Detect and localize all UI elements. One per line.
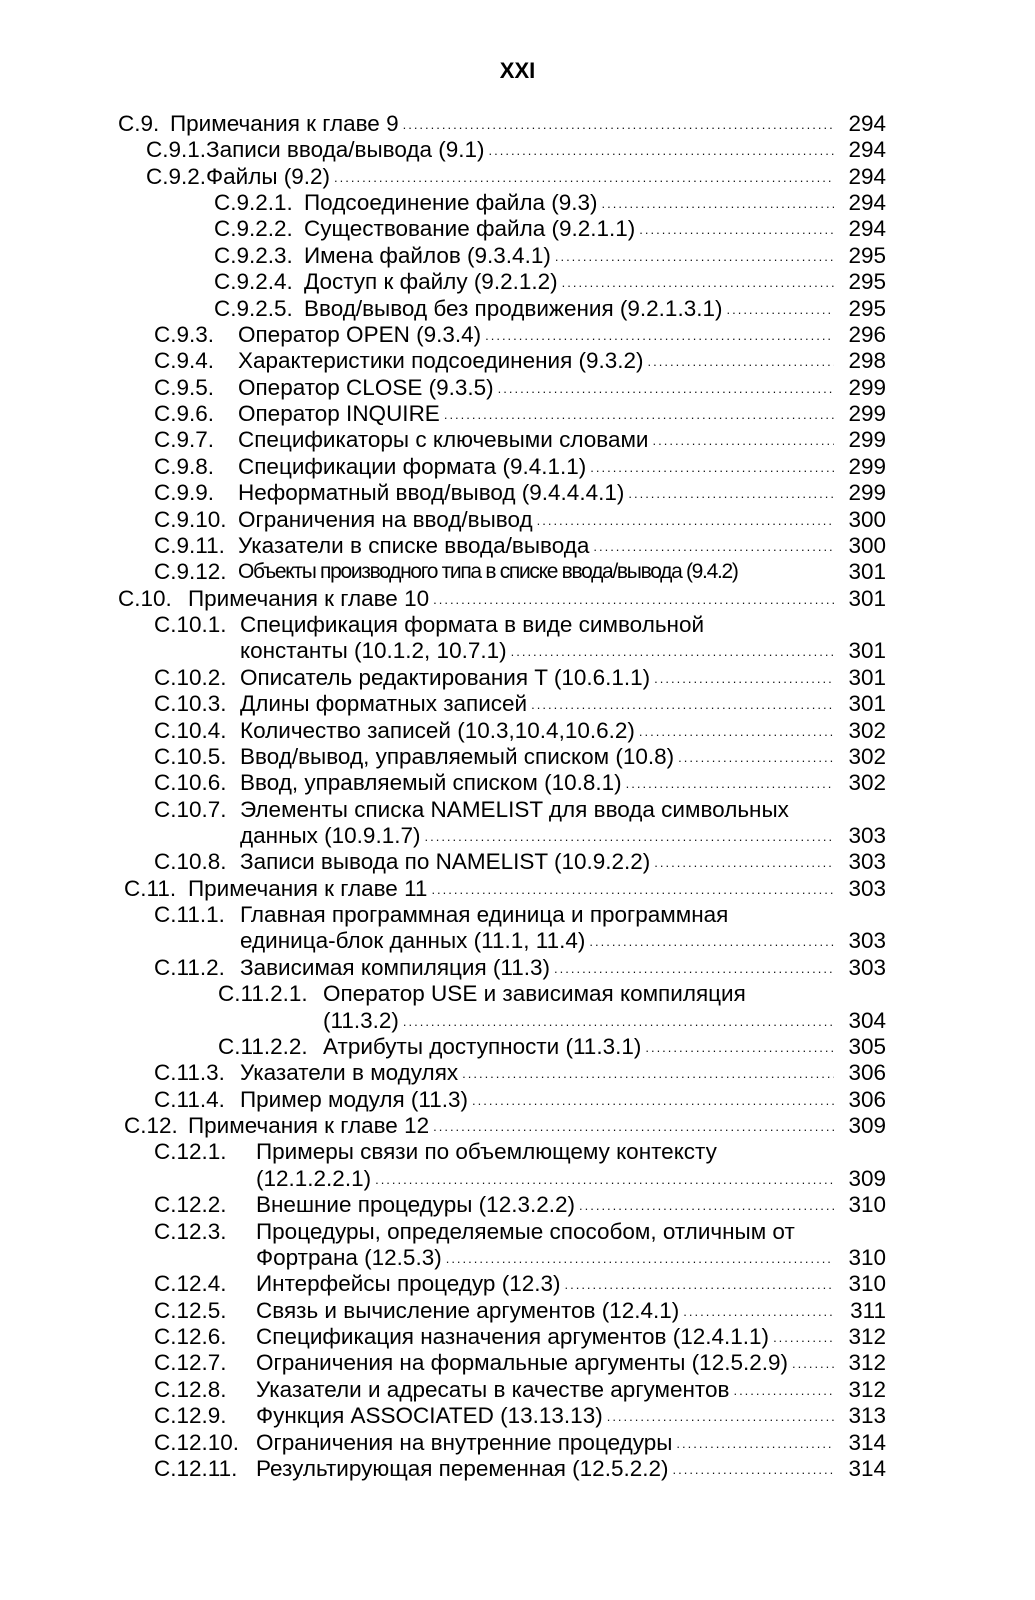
toc-entry-page: 310 bbox=[848, 1271, 886, 1297]
toc-entry-number: C.9.2.5. bbox=[214, 295, 293, 321]
dot-leader bbox=[498, 380, 834, 398]
toc-entry-title: Ввод/вывод без продвижения (9.2.1.3.1) bbox=[304, 295, 723, 321]
toc-entry-number: C.10.7. bbox=[154, 796, 227, 822]
toc-entry-title: Оператор INQUIRE bbox=[238, 401, 440, 427]
dot-leader bbox=[639, 221, 834, 239]
toc-entry-number: C.12.1. bbox=[154, 1139, 227, 1165]
toc-entry-title: Интерфейсы процедур (12.3) bbox=[256, 1271, 561, 1297]
toc-entry-title: Примеры связи по объемлющему контексту bbox=[256, 1139, 717, 1165]
toc-entry-page: 294 bbox=[848, 190, 886, 216]
toc-entry bbox=[214, 269, 886, 295]
dot-leader bbox=[628, 485, 834, 503]
toc-entry bbox=[154, 1350, 886, 1376]
toc-entry-page: 300 bbox=[848, 532, 886, 558]
dot-leader bbox=[678, 749, 834, 767]
toc-entry-number: C.9.2.3. bbox=[214, 242, 293, 268]
toc-entry-title: единица-блок данных (11.1, 11.4) bbox=[240, 928, 586, 954]
toc-entry-page: 295 bbox=[848, 295, 886, 321]
dot-leader bbox=[648, 353, 834, 371]
toc-entry bbox=[154, 480, 886, 506]
toc-entry-number: C.9.8. bbox=[154, 453, 215, 479]
toc-entry bbox=[154, 1271, 886, 1297]
dot-leader bbox=[472, 1092, 834, 1110]
toc-entry bbox=[146, 164, 886, 190]
toc-entry-title: Файлы (9.2) bbox=[206, 163, 331, 189]
toc-entry-title: Ограничения на внутренние процедуры bbox=[256, 1429, 673, 1455]
toc-entry-number: C.12.4. bbox=[154, 1271, 227, 1297]
toc-entry bbox=[154, 1430, 886, 1456]
toc-entry bbox=[154, 955, 886, 981]
dot-leader bbox=[446, 1250, 834, 1268]
toc-entry-page: 310 bbox=[848, 1192, 886, 1218]
toc-entry bbox=[154, 427, 886, 453]
toc-entry-title: Характеристики подсоединения (9.3.2) bbox=[238, 348, 644, 374]
toc-entry-number: C.9.6. bbox=[154, 401, 215, 427]
toc-entry bbox=[214, 243, 886, 269]
toc-entry-number: C.10.6. bbox=[154, 770, 227, 796]
toc-entry bbox=[118, 586, 886, 612]
toc-entry-page: 303 bbox=[848, 954, 886, 980]
toc-entry-title: Спецификаторы с ключевыми словами bbox=[238, 427, 649, 453]
toc-entry-page: 301 bbox=[848, 691, 886, 717]
toc-entry-page: 299 bbox=[848, 480, 886, 506]
toc-entry-title: данных (10.9.1.7) bbox=[240, 822, 421, 848]
toc-entry-title: Указатели и адресаты в качестве аргументов bbox=[256, 1376, 730, 1402]
toc-entry bbox=[214, 296, 886, 322]
toc-entry-title: Результирующая переменная (12.5.2.2) bbox=[256, 1455, 669, 1481]
dot-leader bbox=[602, 195, 835, 213]
toc-entry-title: Оператор OPEN (9.3.4) bbox=[238, 321, 482, 347]
toc-entry-page: 304 bbox=[848, 1007, 886, 1033]
toc-entry-number: C.10.5. bbox=[154, 743, 227, 769]
toc-entry bbox=[154, 322, 886, 348]
dot-leader bbox=[792, 1355, 834, 1373]
toc-entry-number: C.10.2. bbox=[154, 664, 227, 690]
dot-leader bbox=[589, 933, 834, 951]
toc-entry-number: C.9.9. bbox=[154, 480, 215, 506]
toc-entry-number: C.9.2.1. bbox=[214, 190, 293, 216]
toc-entry-page: 298 bbox=[848, 348, 886, 374]
toc-entry bbox=[218, 981, 886, 1007]
dot-leader bbox=[511, 643, 834, 661]
toc-entry-number: C.12.11. bbox=[154, 1455, 238, 1481]
toc-entry-title: Ввод/вывод, управляемый списком (10.8) bbox=[240, 743, 675, 769]
dot-leader bbox=[433, 1118, 834, 1136]
toc-entry-title: (11.3.2) bbox=[323, 1007, 399, 1033]
toc-entry-title: Ввод, управляемый списком (10.8.1) bbox=[240, 770, 622, 796]
dot-leader bbox=[593, 538, 834, 556]
toc-entry-page: 312 bbox=[848, 1376, 886, 1402]
toc-entry-title: Спецификация формата в виде символьной bbox=[240, 612, 705, 638]
dot-leader bbox=[462, 1065, 834, 1083]
toc-entry-page: 309 bbox=[848, 1113, 886, 1139]
toc-entry-page: 303 bbox=[848, 875, 886, 901]
toc-entry-page: 301 bbox=[848, 664, 886, 690]
toc-entry bbox=[154, 612, 886, 638]
toc-entry bbox=[214, 190, 886, 216]
dot-leader bbox=[555, 248, 834, 266]
toc-entry-number: C.11. bbox=[124, 875, 177, 901]
toc-entry-page: 314 bbox=[848, 1455, 886, 1481]
toc-entry-page: 295 bbox=[848, 269, 886, 295]
toc-entry bbox=[154, 691, 886, 717]
toc-entry bbox=[154, 797, 886, 823]
toc-entry bbox=[154, 849, 886, 875]
toc-entry-number: C.12.7. bbox=[154, 1350, 227, 1376]
toc-entry-page: 302 bbox=[848, 717, 886, 743]
toc-entry bbox=[124, 876, 886, 902]
toc-entry-title: Главная программная единица и программная bbox=[240, 902, 729, 928]
toc-entry-page: 303 bbox=[848, 849, 886, 875]
toc-entry-page: 310 bbox=[848, 1244, 886, 1270]
toc-entry-number: C.12.9. bbox=[154, 1403, 227, 1429]
toc-entry-number: C.12.8. bbox=[154, 1376, 227, 1402]
toc-entry-number: C.12.2. bbox=[154, 1192, 227, 1218]
toc-entry-number: C.9.5. bbox=[154, 374, 215, 400]
toc-entry bbox=[154, 1324, 886, 1350]
toc-entry-title: Длины форматных записей bbox=[240, 691, 528, 717]
toc-entry-title: Элементы списка NAMELIST для ввода символьных bbox=[240, 796, 789, 822]
toc-entry-number: C.9.4. bbox=[154, 348, 215, 374]
toc-entry-number: C.12.3. bbox=[154, 1218, 227, 1244]
dot-leader bbox=[626, 775, 834, 793]
toc-entry-number: C.9.10. bbox=[154, 506, 227, 532]
dot-leader bbox=[433, 591, 834, 609]
toc-entry-number: C.12.6. bbox=[154, 1324, 227, 1350]
dot-leader bbox=[773, 1329, 834, 1347]
toc-entry-number: C.9.3. bbox=[154, 321, 215, 347]
dot-leader bbox=[639, 723, 834, 741]
toc-entry-title: Атрибуты доступности (11.3.1) bbox=[323, 1033, 642, 1059]
dot-leader bbox=[564, 1276, 834, 1294]
toc-entry bbox=[154, 1219, 886, 1245]
toc-entry-page: 294 bbox=[848, 111, 886, 136]
toc-entry bbox=[154, 744, 886, 770]
toc-entry-title: Указатели в списке ввода/вывода bbox=[238, 532, 590, 558]
toc-entry-page: 306 bbox=[848, 1086, 886, 1112]
toc-entry-number: C.12.10. bbox=[154, 1429, 240, 1455]
toc-entry-title: (12.1.2.2.1) bbox=[256, 1165, 372, 1191]
dot-leader bbox=[607, 1408, 834, 1426]
toc-entry bbox=[154, 348, 886, 374]
dot-leader bbox=[683, 1303, 834, 1321]
toc-entry bbox=[214, 216, 886, 242]
toc-entry-title: Имена файлов (9.3.4.1) bbox=[304, 242, 551, 268]
dot-leader bbox=[672, 1461, 834, 1479]
toc-entry-page: 303 bbox=[848, 822, 886, 848]
toc-entry-title: Указатели в модулях bbox=[240, 1060, 459, 1086]
toc-entry-number: C.9.11. bbox=[154, 532, 225, 558]
toc-entry bbox=[124, 1113, 886, 1139]
dot-leader bbox=[375, 1171, 834, 1189]
toc-entry bbox=[154, 1060, 886, 1086]
toc-entry bbox=[154, 1403, 886, 1429]
dot-leader bbox=[334, 169, 834, 187]
toc-entry bbox=[154, 375, 886, 401]
toc-entry-title: Оператор USE и зависимая компиляция bbox=[323, 981, 746, 1007]
toc-entry-title: Оператор CLOSE (9.3.5) bbox=[238, 374, 494, 400]
toc-entry-page: 294 bbox=[848, 216, 886, 242]
toc-entry-title: Неформатный ввод/вывод (9.4.4.4.1) bbox=[238, 480, 625, 506]
toc-entry-page: 299 bbox=[848, 374, 886, 400]
dot-leader bbox=[531, 696, 834, 714]
toc-entry bbox=[154, 1087, 886, 1113]
toc-entry-title: Пример модуля (11.3) bbox=[240, 1086, 469, 1112]
dot-leader bbox=[537, 512, 834, 530]
dot-leader bbox=[562, 274, 834, 292]
toc-entry-number: C.9.2. bbox=[146, 163, 207, 189]
toc-entry bbox=[154, 454, 886, 480]
dot-leader bbox=[444, 406, 834, 424]
toc-entry-number: C.11.1. bbox=[154, 902, 225, 928]
toc-entry bbox=[154, 1456, 886, 1482]
dot-leader bbox=[403, 116, 834, 134]
dot-leader bbox=[645, 1039, 834, 1057]
dot-leader bbox=[424, 828, 834, 846]
dot-leader bbox=[554, 960, 834, 978]
toc-entry-number: C.11.2.2. bbox=[218, 1033, 308, 1059]
toc-entry-title: Процедуры, определяемые способом, отличным от bbox=[256, 1218, 795, 1244]
toc-entry-number: C.11.4. bbox=[154, 1086, 225, 1112]
toc-entry-number: C.11.3. bbox=[154, 1060, 225, 1086]
toc-entry-page: 302 bbox=[848, 770, 886, 796]
toc-entry bbox=[154, 1139, 886, 1165]
toc-entry-page: 301 bbox=[848, 559, 886, 585]
toc-entry-number: C.9.12. bbox=[154, 559, 227, 585]
dot-leader bbox=[733, 1382, 834, 1400]
dot-leader bbox=[726, 301, 834, 319]
toc-entry-title: Ограничения на формальные аргументы (12.5.2.9) bbox=[256, 1350, 788, 1376]
toc-entry bbox=[154, 1192, 886, 1218]
toc-entry-page: 305 bbox=[848, 1033, 886, 1059]
toc-entry-page: 313 bbox=[848, 1403, 886, 1429]
dot-leader bbox=[431, 881, 834, 899]
toc-entry bbox=[256, 1245, 886, 1271]
toc-entry-number: C.10.4. bbox=[154, 717, 227, 743]
toc-entry bbox=[146, 137, 886, 163]
toc-entry-page: 301 bbox=[848, 638, 886, 664]
toc-entry bbox=[218, 1034, 886, 1060]
toc-entry-number: C.9.2.4. bbox=[214, 269, 293, 295]
toc-entry-page: 296 bbox=[848, 321, 886, 347]
toc-entry-number: C.11.2. bbox=[154, 954, 225, 980]
toc-entry-title: Спецификации формата (9.4.1.1) bbox=[238, 453, 587, 479]
toc-entry-page: 299 bbox=[848, 427, 886, 453]
toc-entry-page: 303 bbox=[848, 928, 886, 954]
toc-entry-page: 312 bbox=[848, 1324, 886, 1350]
toc-entry-title: Существование файла (9.2.1.1) bbox=[304, 216, 636, 242]
toc-entry-title: Ограничения на ввод/вывод bbox=[238, 506, 533, 532]
toc-entry bbox=[240, 638, 886, 664]
toc-entry bbox=[154, 533, 886, 559]
toc-entry-page: 299 bbox=[848, 401, 886, 427]
dot-leader bbox=[485, 327, 834, 345]
toc-entry-number: C.11.2.1. bbox=[218, 981, 308, 1007]
toc-entry bbox=[240, 928, 886, 954]
dot-leader bbox=[654, 670, 834, 688]
toc-entry-number: C.10. bbox=[118, 585, 172, 611]
toc-entry bbox=[240, 823, 886, 849]
toc-entry bbox=[154, 1298, 886, 1324]
toc-entry bbox=[118, 111, 886, 137]
toc-entry-title: Примечания к главе 12 bbox=[188, 1113, 430, 1139]
toc-entry-page: 294 bbox=[848, 137, 886, 163]
toc-entry-number: C.12. bbox=[124, 1113, 178, 1139]
toc-entry-number: C.10.1. bbox=[154, 612, 227, 638]
dot-leader bbox=[403, 1013, 834, 1031]
toc-entry bbox=[323, 1008, 886, 1034]
toc-entry-title: Описатель редактирования T (10.6.1.1) bbox=[240, 664, 651, 690]
toc-entry-page: 309 bbox=[848, 1165, 886, 1191]
toc-entry-title: Объекты производного типа в списке ввода/вывода (9.4.2) bbox=[238, 560, 738, 584]
toc-entry-number: C.12.5. bbox=[154, 1297, 227, 1323]
toc-entry-number: C.9.7. bbox=[154, 427, 215, 453]
toc-entry-page: 301 bbox=[848, 585, 886, 611]
toc-entry-title: Фортрана (12.5.3) bbox=[256, 1244, 442, 1270]
toc-entry-title: Зависимая компиляция (11.3) bbox=[240, 954, 551, 980]
toc-entry bbox=[154, 665, 886, 691]
toc-entry-page: 311 bbox=[850, 1297, 886, 1323]
toc-entry-number: C.9. bbox=[118, 111, 160, 136]
dot-leader bbox=[489, 142, 835, 160]
toc-entry-title: Доступ к файлу (9.2.1.2) bbox=[304, 269, 558, 295]
toc-entry-page: 302 bbox=[848, 743, 886, 769]
toc-entry-title: Записи вывода по NAMELIST (10.9.2.2) bbox=[240, 849, 651, 875]
toc-entry bbox=[154, 507, 886, 533]
toc-entry bbox=[154, 718, 886, 744]
toc-entry bbox=[154, 770, 886, 796]
toc-entry-title: Внешние процедуры (12.3.2.2) bbox=[256, 1192, 575, 1218]
toc-entry-title: Спецификация назначения аргументов (12.4.1.1) bbox=[256, 1324, 770, 1350]
toc-entry-title: Функция ASSOCIATED (13.13.13) bbox=[256, 1403, 603, 1429]
dot-leader bbox=[676, 1435, 834, 1453]
dot-leader bbox=[654, 854, 834, 872]
dot-leader bbox=[653, 432, 835, 450]
dot-leader bbox=[579, 1197, 834, 1215]
toc-entry-number: C.10.3. bbox=[154, 691, 227, 717]
toc-entry-page: 300 bbox=[848, 506, 886, 532]
toc-entry bbox=[154, 902, 886, 928]
toc-entry-page: 295 bbox=[848, 242, 886, 268]
dot-leader bbox=[590, 459, 834, 477]
toc-entry-title: Записи ввода/вывода (9.1) bbox=[206, 137, 485, 163]
toc-entry-title: Примечания к главе 9 bbox=[170, 111, 399, 136]
toc-entry-page: 299 bbox=[848, 453, 886, 479]
toc-entry-page: 294 bbox=[848, 163, 886, 189]
toc-entry-title: константы (10.1.2, 10.7.1) bbox=[240, 638, 507, 664]
toc-entry-title: Количество записей (10.3,10.4,10.6.2) bbox=[240, 717, 635, 743]
toc-entry-title: Примечания к главе 11 bbox=[188, 875, 428, 901]
toc-entry-page: 306 bbox=[848, 1060, 886, 1086]
toc-entry bbox=[154, 1377, 886, 1403]
toc-entry-number: C.10.8. bbox=[154, 849, 227, 875]
toc-entry bbox=[154, 559, 886, 585]
toc-entry-page: 312 bbox=[848, 1350, 886, 1376]
toc-entry-page: 314 bbox=[848, 1429, 886, 1455]
toc-entry-number: C.9.2.2. bbox=[214, 216, 293, 242]
toc-entry-title: Примечания к главе 10 bbox=[188, 585, 430, 611]
toc-entry-title: Связь и вычисление аргументов (12.4.1) bbox=[256, 1297, 680, 1323]
toc-entry bbox=[154, 401, 886, 427]
toc-entry-title: Подсоединение файла (9.3) bbox=[304, 190, 598, 216]
toc-entry-number: C.9.1. bbox=[146, 137, 207, 163]
page-number: XXI bbox=[499, 58, 536, 83]
toc-entry bbox=[256, 1166, 886, 1192]
